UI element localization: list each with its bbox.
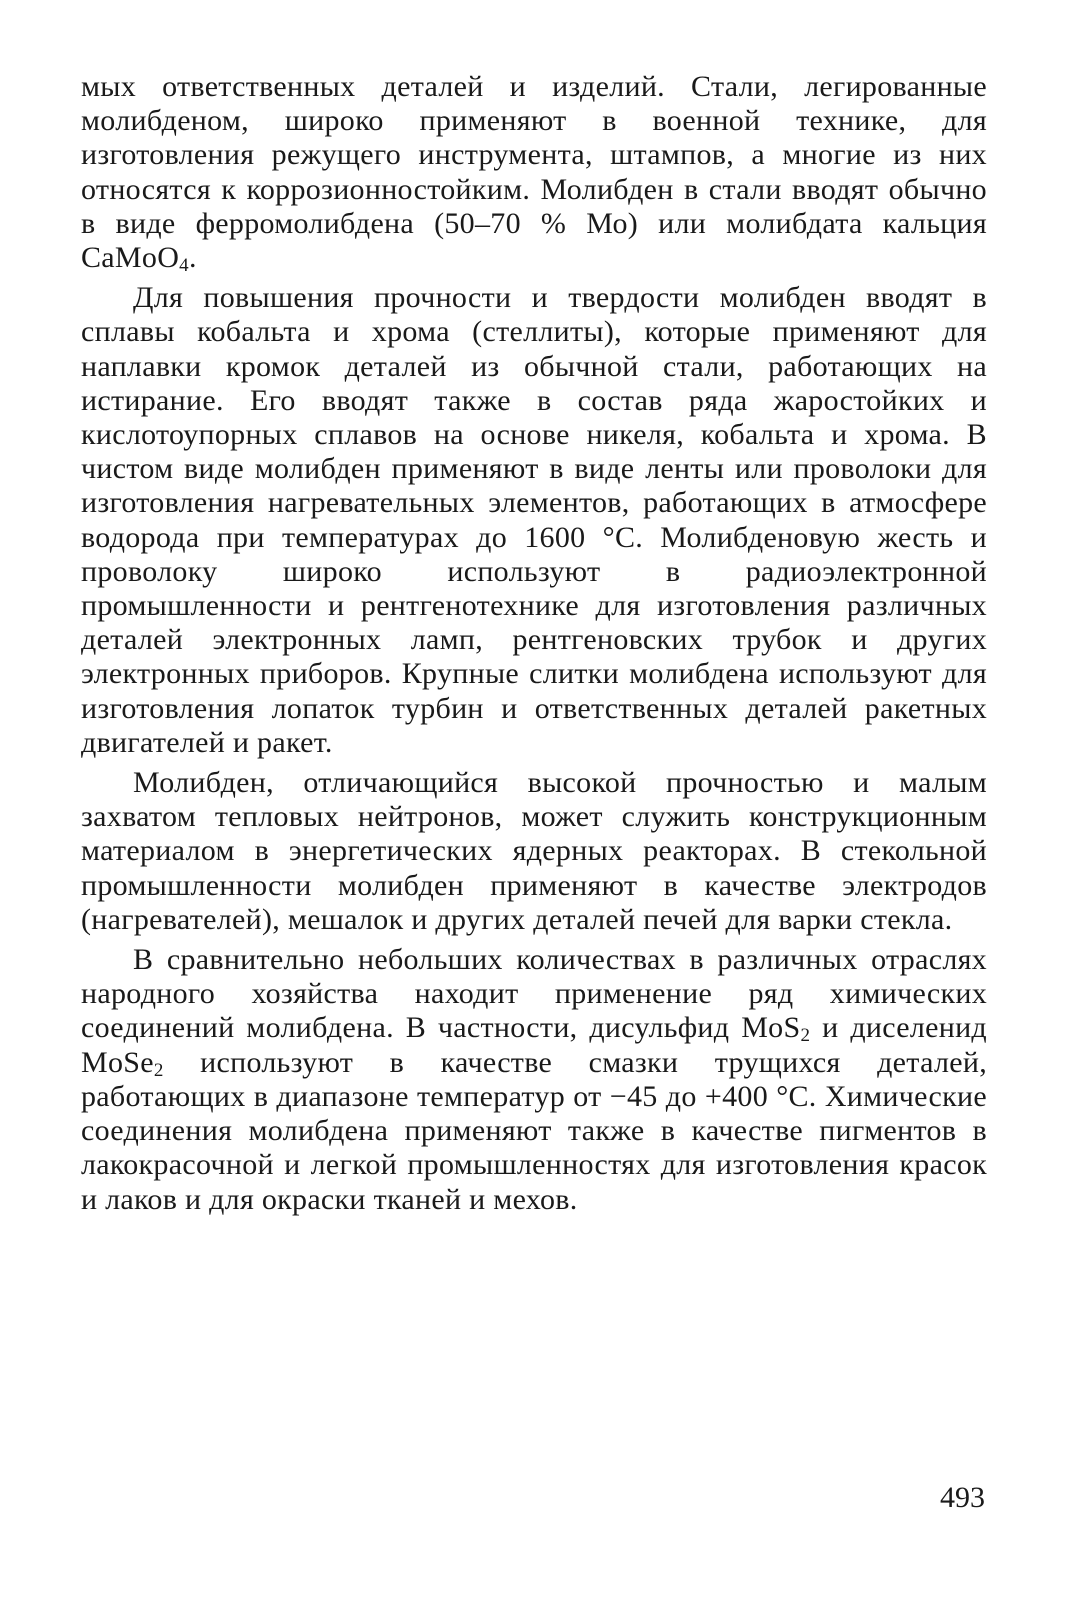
page-number: 493 — [940, 1481, 985, 1514]
page-body — [81, 70, 987, 1223]
paragraph — [81, 766, 987, 937]
text-run: мых ответственных деталей и изделий. Стали, легированные молибденом, широко применяют в военной технике, для изготовления режущего инструмента, штампов, а многие из них относятся к коррозионностойким. Молибден в стали вводят обычно в виде ферромолибдена (50–70 % Мо) или молибдата кальция CaMoO — [81, 70, 987, 275]
text-run: В сравнительно небольших количествах в различных отраслях народного хозяйства находит применение ряд химических соединений молибдена. В частности, дисульфид MoS — [81, 943, 987, 1045]
paragraph — [81, 943, 987, 1217]
paragraph — [81, 281, 987, 760]
subscript: 4 — [179, 255, 189, 277]
subscript: 2 — [800, 1025, 811, 1047]
subscript: 2 — [153, 1059, 164, 1081]
text-run: Для повышения прочности и твердости молибден вводят в сплавы кобальта и хрома (стеллиты), которые применяют для наплавки кромок деталей из обычной стали, работающих на истирание. Его вводят также в состав ряда жаростойких и кислотоупорных сплавов на основе никеля, кобальта и хрома. В чистом виде молибден применяют в виде ленты или проволоки для изготовления нагревательных элементов, работающих в атмосфере водорода при температурах до 1600 °С. Молибденовую жесть и проволоку широко используют в радиоэлектронной промышленности и рентгенотехнике для изготовления различных деталей электронных ламп, рентгеновских трубок и других электронных приборов. Крупные слитки молибдена используют для изготовления лопаток турбин и ответственных деталей ракетных двигателей и ракет. — [81, 281, 987, 759]
text-run: и диселенид MoSe — [81, 1011, 987, 1079]
text-run: используют в качестве смазки трущихся деталей, работающих в диапазоне температур от −45 до +400 °С. Химические соединения молибдена применяют также в качестве пигментов в лакокрасочной и легкой промышленностях для изготовления красок и лаков и для окраски тканей и мехов. — [81, 1045, 987, 1216]
paragraph — [81, 70, 987, 275]
text-run: Молибден, отличающийся высокой прочностью и малым захватом тепловых нейтронов, может служить конструкционным материалом в энергетических ядерных реакторах. В стекольной промышленности молибден применяют в качестве электродов (нагревателей), мешалок и других деталей печей для варки стекла. — [81, 766, 987, 936]
text-run: . — [188, 241, 197, 275]
